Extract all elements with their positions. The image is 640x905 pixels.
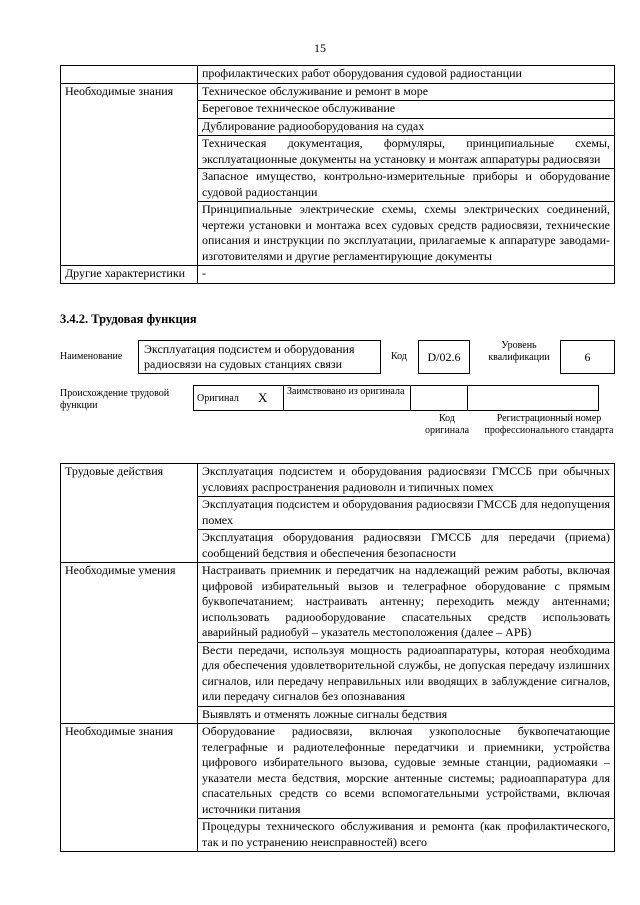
knowledge-item: Техническое обслуживание и ремонт в море	[198, 83, 615, 101]
action-item: Эксплуатация оборудования радиосвязи ГМССБ для передачи (приема) сообщений бедствия и обеспечения безопасности	[198, 530, 615, 563]
origin-table	[193, 385, 599, 411]
knowledge-table-top	[60, 65, 615, 284]
level-value: 6	[560, 340, 615, 374]
knowledge-label: Необходимые знания	[61, 83, 198, 266]
original-mark: X	[255, 386, 284, 411]
code-original-label: Код оригинала	[424, 413, 470, 436]
borrowed-label: Заимствовано из оригинала	[284, 386, 411, 411]
table-row	[61, 724, 615, 819]
code-value: D/02.6	[418, 340, 470, 374]
page-number: 15	[314, 41, 326, 55]
table-row	[61, 266, 615, 284]
section-title: 3.4.2. Трудовая функция	[60, 312, 197, 326]
knowledge-item: Береговое техническое обслуживание	[198, 101, 615, 119]
reg-number-cell	[468, 386, 599, 411]
knowledge-item: Техническая документация, формуляры, принципиальные схемы, эксплуатационные документы на установку и монтаж аппаратуры радиосвязи	[198, 136, 615, 169]
name-label: Наименование	[60, 351, 123, 362]
actions-label: Трудовые действия	[61, 464, 198, 563]
knowledge-item: Процедуры технического обслуживания и ремонта (как профилактического, так и по устранению неисправностей) всего	[198, 819, 615, 852]
table-row	[61, 66, 615, 84]
labor-function-table	[60, 463, 615, 852]
empty-label-cell	[61, 66, 198, 84]
continuation-cell: профилактических работ оборудования судовой радиостанции	[198, 66, 615, 84]
code-label: Код	[391, 351, 407, 362]
skills-label: Необходимые умения	[61, 563, 198, 724]
knowledge-item: Принципиальные электрические схемы, схемы электрических соединений, чертежи установки и монтажа всех судовых средств радиосвязи, технические описания и инструкции по эксплуатации, прилагаемые к аппаратуре заводами-изготовителями и другие регламентирующие документы	[198, 202, 615, 266]
table-row	[61, 563, 615, 643]
level-label: Уровень квалификации	[488, 340, 550, 363]
other-label: Другие характеристики	[61, 266, 198, 284]
table-row	[194, 386, 599, 411]
origin-label: Происхождение трудовой функции	[60, 388, 170, 411]
table-row	[61, 464, 615, 497]
knowledge-label: Необходимые знания	[61, 724, 198, 852]
action-item: Эксплуатация подсистем и оборудования радиосвязи ГМССБ для недопущения помех	[198, 497, 615, 530]
table-row	[61, 83, 615, 101]
reg-number-label: Регистрационный номер профессионального стандарта	[484, 413, 614, 436]
skill-item: Настраивать приемник и передатчик на надлежащий режим работы, включая цифровой избирательный вызов и телеграфное оборудование с прямым буквопечатанием; настраивать антенну; переходить между антеннами; использовать радиооборудование спасательных средств использовать аварийный радиобуй – указатель местоположения (далее – АРБ)	[198, 563, 615, 643]
skill-item: Вести передачи, используя мощность радиоаппаратуры, которая необходима для обеспечения удовлетворительной службы, не допуская передачу излишних сигналов, или передачу неправильных или вводящих в заблуждение сигналов, или передачу сигналов без опознавания	[198, 642, 615, 706]
knowledge-item: Дублирование радиооборудования на судах	[198, 118, 615, 136]
name-value: Эксплуатация подсистем и оборудования радиосвязи на судовых станциях связи	[138, 340, 381, 374]
code-original-cell	[411, 386, 468, 411]
action-item: Эксплуатация подсистем и оборудования радиосвязи ГМССБ при обычных условиях распространения радиоволн и типичных помех	[198, 464, 615, 497]
original-label: Оригинал	[194, 386, 256, 411]
other-value: -	[198, 266, 615, 284]
skill-item: Выявлять и отменять ложные сигналы бедствия	[198, 706, 615, 724]
knowledge-item: Запасное имущество, контрольно-измерительные приборы и оборудование судовой радиостанции	[198, 169, 615, 202]
knowledge-item: Оборудование радиосвязи, включая узкополосные буквопечатающие телеграфные и радиотелефонные передатчики и приемники, устройства цифрового избирательного вызова, судовые земные станции, радиомаяки – указатели места бедствия, морские антенные системы; радиоаппаратура для спасательных средств со всеми вспомогательными устройствами, включая источники питания	[198, 724, 615, 819]
